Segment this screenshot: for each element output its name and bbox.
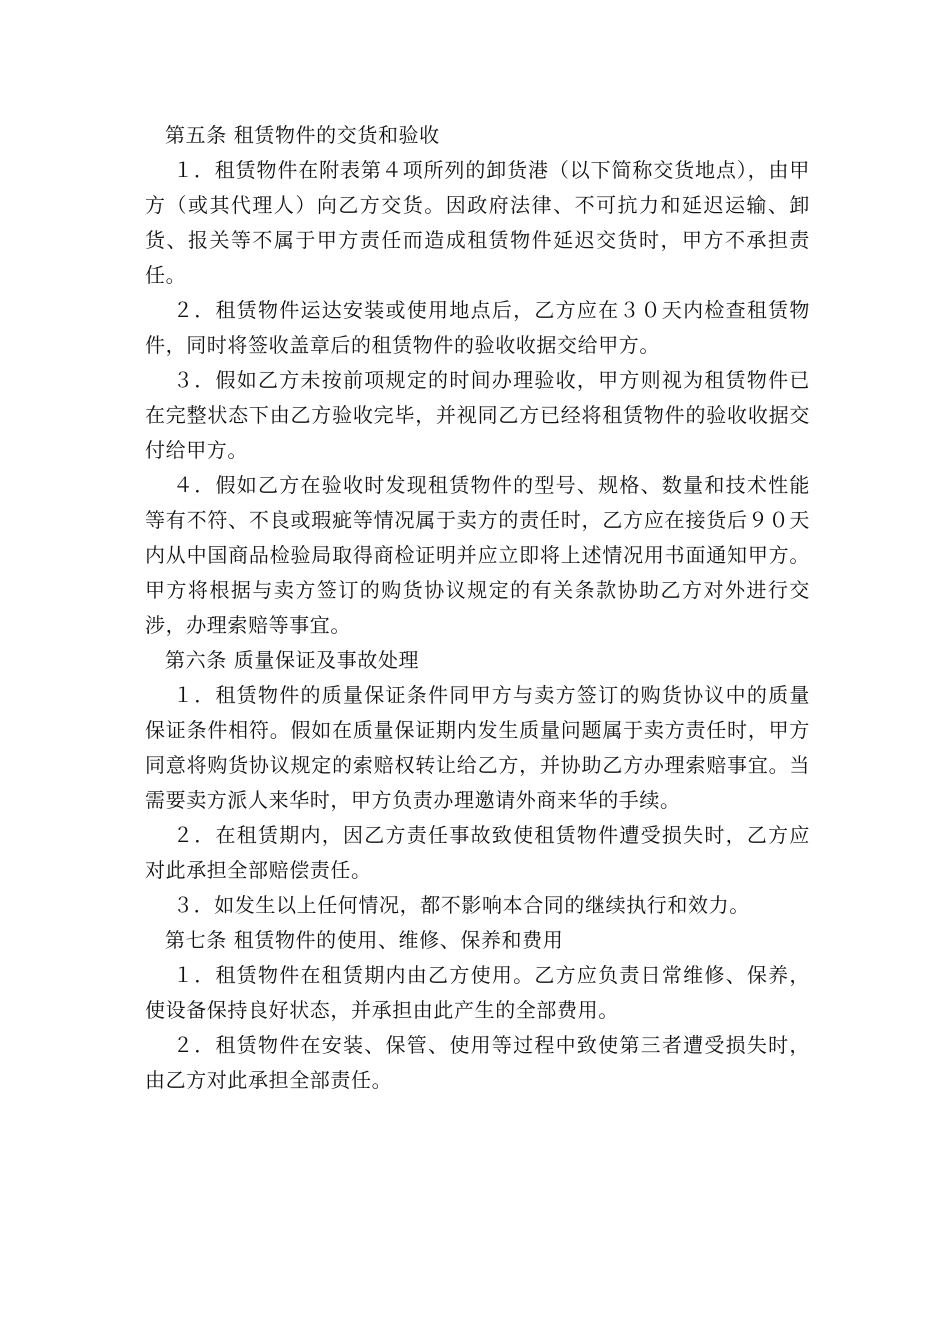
article-6-item-2: ２．在租赁期内，因乙方责任事故致使租赁物件遭受损失时，乙方应对此承担全部赔偿责任。 bbox=[145, 823, 810, 882]
article-7-item-2: ２．租赁物件在安装、保管、使用等过程中致使第三者遭受损失时，由乙方对此承担全部责任。 bbox=[145, 1033, 810, 1092]
article-5-item-2: ２．租赁物件运达安装或使用地点后，乙方应在３０天内检查租赁物件，同时将签收盖章后的租赁物件的验收收据交给甲方。 bbox=[145, 298, 810, 357]
article-7-item-1: １．租赁物件在租赁期内由乙方使用。乙方应负责日常维修、保养，使设备保持良好状态，并承担由此产生的全部费用。 bbox=[145, 963, 810, 1022]
article-5-item-1: １．租赁物件在附表第４项所列的卸货港（以下简称交货地点），由甲方（或其代理人）向乙方交货。因政府法律、不可抗力和延迟运输、卸货、报关等不属于甲方责任而造成租赁物件延迟交货时，甲方不承担责任。 bbox=[145, 158, 810, 287]
article-6-item-1: １．租赁物件的质量保证条件同甲方与卖方签订的购货协议中的质量保证条件相符。假如在质量保证期内发生质量问题属于卖方责任时，甲方同意将购货协议规定的索赔权转让给乙方，并协助乙方办理索赔事宜。当需要卖方派人来华时，甲方负责办理邀请外商来华的手续。 bbox=[145, 683, 810, 812]
article-5-item-3: ３．假如乙方未按前项规定的时间办理验收，甲方则视为租赁物件已在完整状态下由乙方验收完毕，并视同乙方已经将租赁物件的验收收据交付给甲方。 bbox=[145, 368, 810, 462]
article-5-heading: 第五条 租赁物件的交货和验收 bbox=[165, 123, 440, 147]
article-5-item-4: ４．假如乙方在验收时发现租赁物件的型号、规格、数量和技术性能等有不符、不良或瑕疵等情况属于卖方的责任时，乙方应在接货后９０天内从中国商品检验局取得商检证明并应立即将上述情况用书面通知甲方。甲方将根据与卖方签订的购货协议规定的有关条款协助乙方对外进行交涉，办理索赔等事宜。 bbox=[145, 473, 810, 637]
article-6-item-3: ３．如发生以上任何情况，都不影响本合同的继续执行和效力。 bbox=[173, 893, 750, 917]
document-body bbox=[145, 118, 810, 1098]
article-7-heading: 第七条 租赁物件的使用、维修、保养和费用 bbox=[165, 928, 564, 952]
article-6-heading: 第六条 质量保证及事故处理 bbox=[165, 648, 420, 672]
